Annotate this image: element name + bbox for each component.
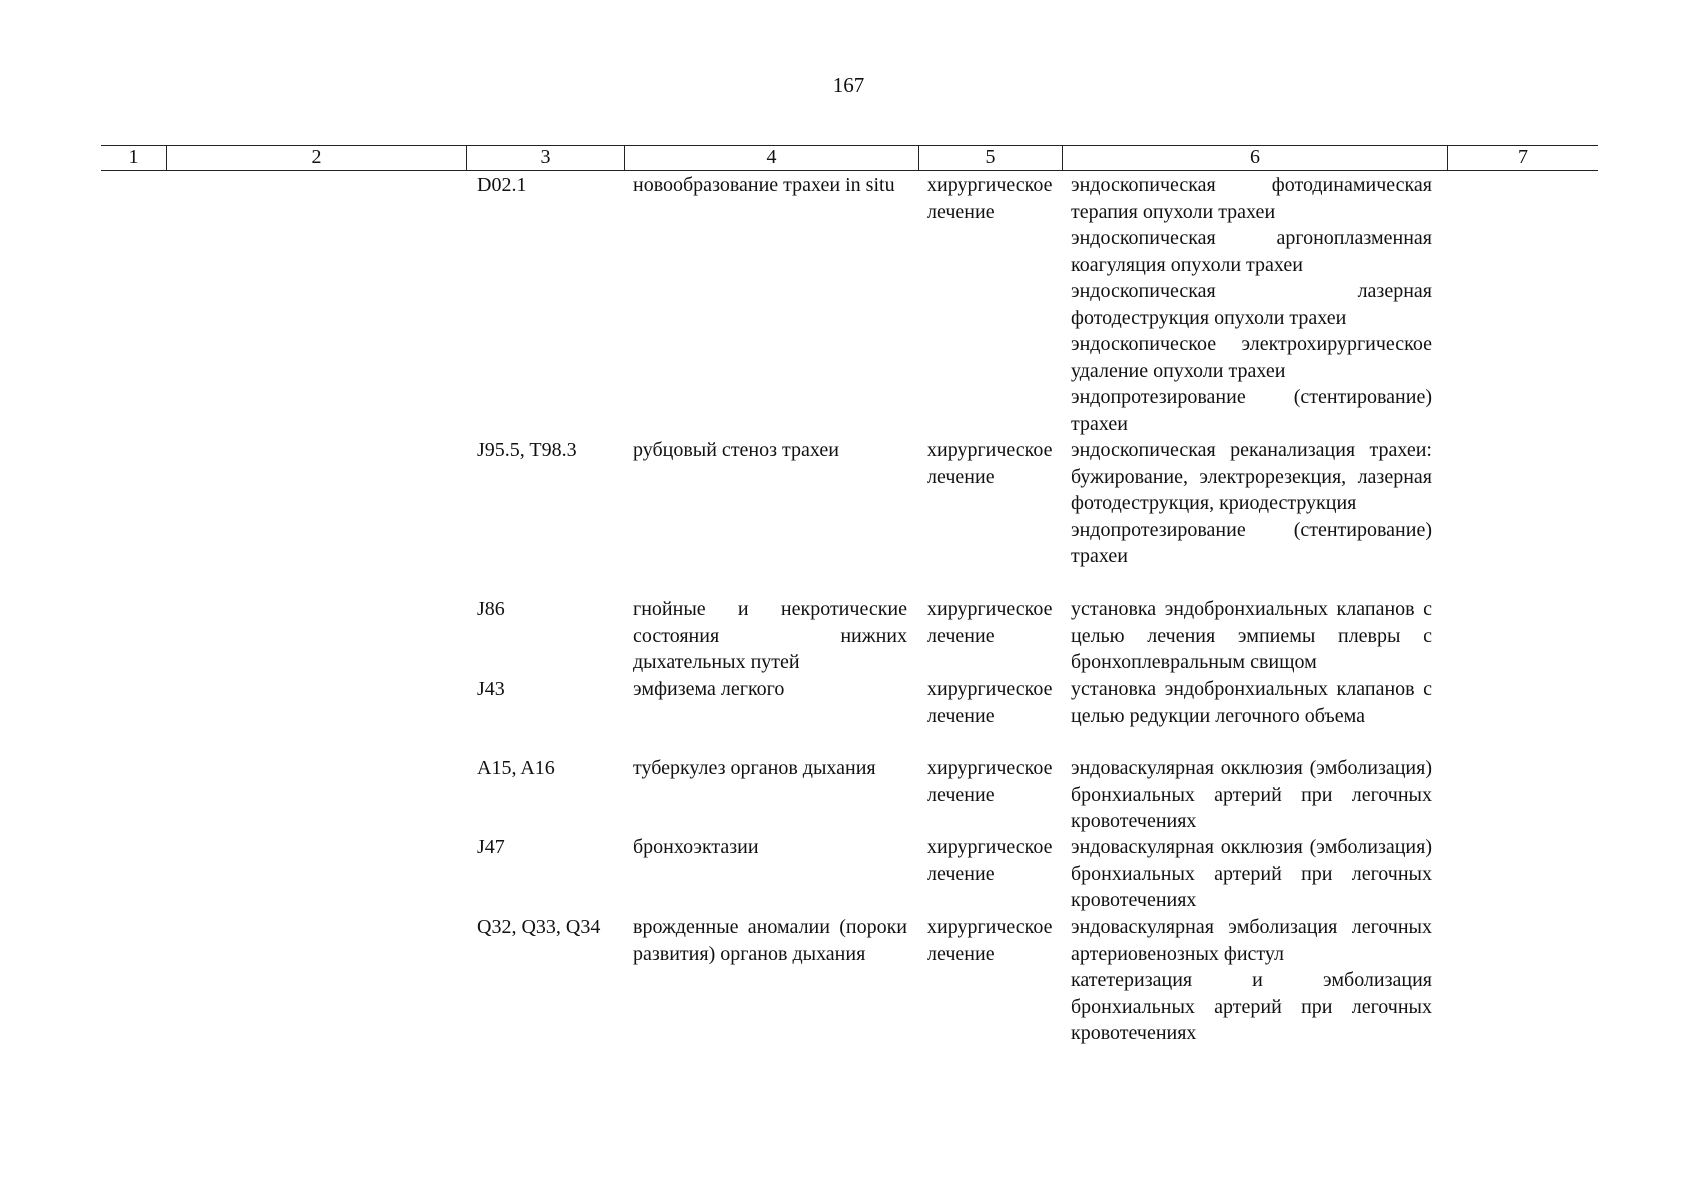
table-row [0, 676, 1697, 755]
diagnosis-name: рубцовый стеноз трахеи [633, 439, 839, 461]
method-item: установка эндобронхиальных клапанов с целью лечения эмпиемы плевры с бронхоплевральным свищом [1071, 598, 1432, 673]
header-col-2: 2 [167, 146, 467, 170]
table-row [0, 596, 1697, 676]
method-item: катетеризация и эмболизация бронхиальных артерий при легочных кровотечениях [1071, 969, 1432, 1044]
method-item: эндоскопическая аргоноплазменная коагуляция опухоли трахеи [1071, 227, 1432, 276]
treatment-methods [1071, 596, 1432, 676]
method-item: эндопротезирование (стентирование) трахеи [1071, 518, 1432, 567]
method-item: эндоваскулярная окклюзия (эмболизация) бронхиальных артерий при легочных кровотечениях [1071, 757, 1432, 832]
diagnosis-name: гнойные и некротические состояния нижних дыхательных путей [633, 598, 907, 673]
page-number: 167 [832, 73, 865, 97]
method-item: эндопротезирование (стентирование) трахеи [1071, 386, 1432, 435]
diagnosis-code: J86 [477, 598, 505, 620]
diagnosis-code: A15, A16 [477, 757, 555, 779]
treatment-type: хирургическое лечение [927, 757, 1053, 806]
treatment-type: хирургическое лечение [927, 174, 1053, 223]
diagnosis-code: Q32, Q33, Q34 [477, 916, 601, 938]
treatment-methods [1071, 172, 1432, 437]
method-item: установка эндобронхиальных клапанов с целью редукции легочного объема [1071, 678, 1432, 727]
diagnosis-code: J95.5, T98.3 [477, 439, 577, 461]
method-item: эндоскопическая фотодинамическая терапия опухоли трахеи [1071, 174, 1432, 223]
treatment-methods [1071, 834, 1432, 914]
header-col-7: 7 [1518, 146, 1528, 168]
treatment-methods [1071, 755, 1432, 835]
diagnosis-name: бронхоэктазии [633, 836, 759, 858]
treatment-type: хирургическое лечение [927, 439, 1053, 488]
header-col-3: 3 [467, 146, 625, 170]
treatment-methods [1071, 676, 1432, 729]
method-item: эндоваскулярная окклюзия (эмболизация) бронхиальных артерий при легочных кровотечениях [1071, 836, 1432, 911]
table-row [0, 914, 1697, 1054]
diagnosis-code: J47 [477, 836, 505, 858]
diagnosis-name: новообразование трахеи in situ [633, 174, 895, 196]
treatment-type: хирургическое лечение [927, 598, 1053, 647]
method-item: эндоваскулярная эмболизация легочных артериовенозных фистул [1071, 916, 1432, 965]
treatment-type: хирургическое лечение [927, 916, 1053, 965]
table-row [0, 834, 1697, 914]
treatment-type: хирургическое лечение [927, 678, 1053, 727]
diagnosis-name: туберкулез органов дыхания [633, 757, 876, 779]
treatment-methods [1071, 437, 1432, 570]
treatment-type: хирургическое лечение [927, 836, 1053, 885]
diagnosis-code: D02.1 [477, 174, 527, 196]
header-col-5: 5 [919, 146, 1063, 170]
diagnosis-name: врожденные аномалии (пороки развития) органов дыхания [633, 916, 907, 965]
table-header-row [101, 145, 1598, 171]
method-item: эндоскопическая лазерная фотодеструкция опухоли трахеи [1071, 280, 1432, 329]
diagnosis-name: эмфизема легкого [633, 678, 785, 700]
diagnosis-code: J43 [477, 678, 505, 700]
method-item: эндоскопическая реканализация трахеи: бужирование, электрорезекция, лазерная фотодеструкция, криодеструкция [1071, 439, 1432, 514]
table-row [0, 755, 1697, 834]
treatment-methods [1071, 914, 1432, 1047]
table-body [0, 172, 1697, 1054]
header-col-1: 1 [101, 146, 167, 170]
header-col-4: 4 [625, 146, 919, 170]
table-row [0, 437, 1697, 596]
table-row [0, 172, 1697, 437]
header-col-6: 6 [1063, 146, 1448, 170]
method-item: эндоскопическое электрохирургическое удаление опухоли трахеи [1071, 333, 1432, 382]
